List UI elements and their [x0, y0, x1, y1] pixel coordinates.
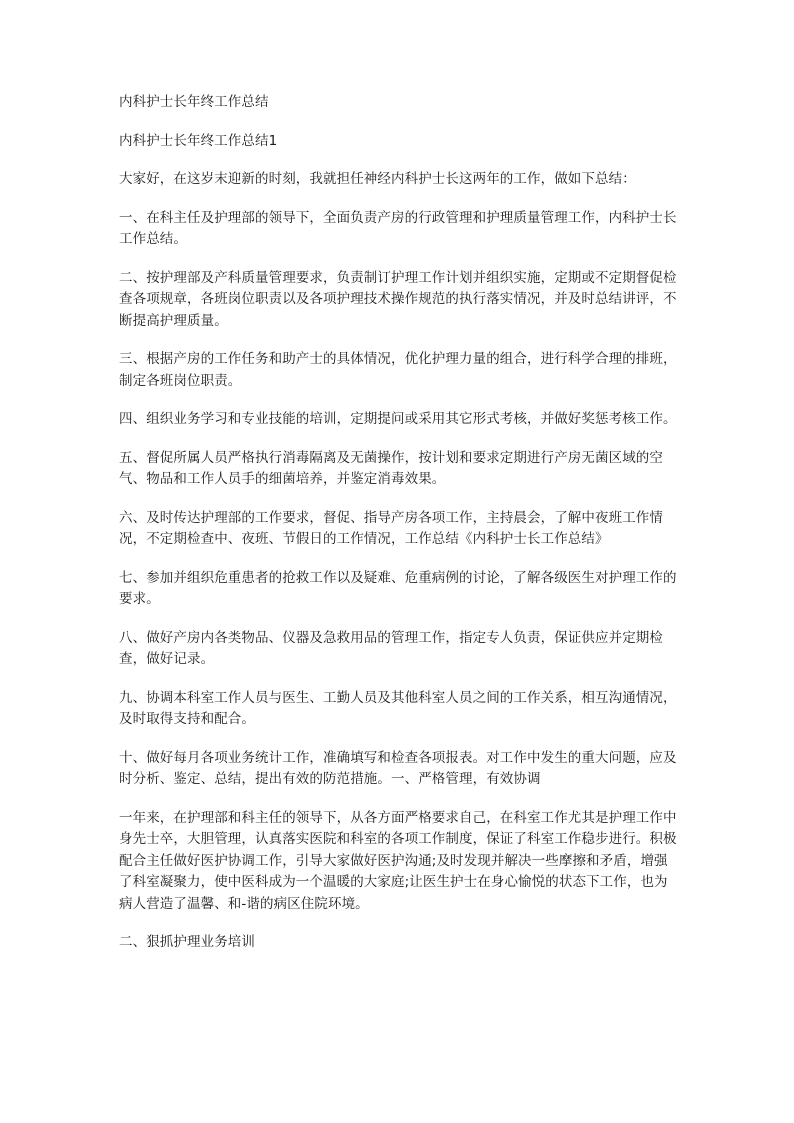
- paragraph-section-heading: 二、狠抓护理业务培训: [119, 934, 255, 950]
- paragraph-item-5: 五、督促所属人员严格执行消毒隔离及无菌操作，按计划和要求定期进行产房无菌区域的空气、物品和工作人员手的细菌培养，并鉴定消毒效果。: [119, 449, 663, 487]
- paragraph-year-summary: 一年来，在护理部和科主任的领导下，从各方面严格要求自己，在科室工作尤其是护理工作中身先士卒，大胆管理，认真落实医院和科室的各项工作制度，保证了科室工作稳步进行。积极配合主任做好医护协调工作，引导大家做好医护沟通;及时发现并解决一些摩擦和矛盾，增强了科室凝聚力，使中医科成为一个温暖的大家庭;让医生护士在身心愉悦的状态下工作，也为病人营造了温馨、和-谐的病区住院环境。: [119, 809, 677, 912]
- paragraph-item-4: 四、组织业务学习和专业技能的培训，定期提问或采用其它形式考核，并做好奖惩考核工作。: [119, 411, 677, 427]
- paragraph-item-2: 二、按护理部及产科质量管理要求，负责制订护理工作计划并组织实施，定期或不定期督促检查各项规章，各班岗位职责以及各项护理技术操作规范的执行落实情况，并及时总结讲评，不断提高护理质量。: [119, 269, 677, 329]
- paragraph-item-10: 十、做好每月各项业务统计工作，准确填写和检查各项报表。对工作中发生的重大问题，应及时分析、鉴定、总结，提出有效的防范措施。一、严格管理，有效协调: [119, 749, 677, 787]
- document-subtitle: 内科护士长年终工作总结1: [119, 132, 278, 149]
- paragraph-item-7: 七、参加并组织危重患者的抢救工作以及疑难、危重病例的讨论，了解各级医生对护理工作的要求。: [119, 569, 677, 607]
- document-page: [119, 92, 679, 971]
- paragraph-item-6: 六、及时传达护理部的工作要求，督促、指导产房各项工作，主持晨会，了解中夜班工作情况，不定期检查中、夜班、节假日的工作情况，工作总结《内科护士长工作总结》: [119, 509, 663, 547]
- document-title: 内科护士长年终工作总结: [119, 94, 269, 110]
- paragraph-item-1: 一、在科主任及护理部的领导下，全面负责产房的行政管理和护理质量管理工作，内科护士长工作总结。: [119, 209, 677, 247]
- paragraph-item-8: 八、做好产房内各类物品、仪器及急救用品的管理工作，指定专人负责，保证供应并定期检查，做好记录。: [119, 629, 663, 667]
- paragraph-item-3: 三、根据产房的工作任务和助产士的具体情况，优化护理力量的组合，进行科学合理的排班，制定各班岗位职责。: [119, 351, 677, 389]
- paragraph-greeting: 大家好，在这岁末迎新的时刻，我就担任神经内科护士长这两年的工作，做如下总结：: [119, 171, 636, 187]
- paragraph-item-9: 九、协调本科室工作人员与医生、工勤人员及其他科室人员之间的工作关系，相互沟通情况，及时取得支持和配合。: [119, 689, 677, 727]
